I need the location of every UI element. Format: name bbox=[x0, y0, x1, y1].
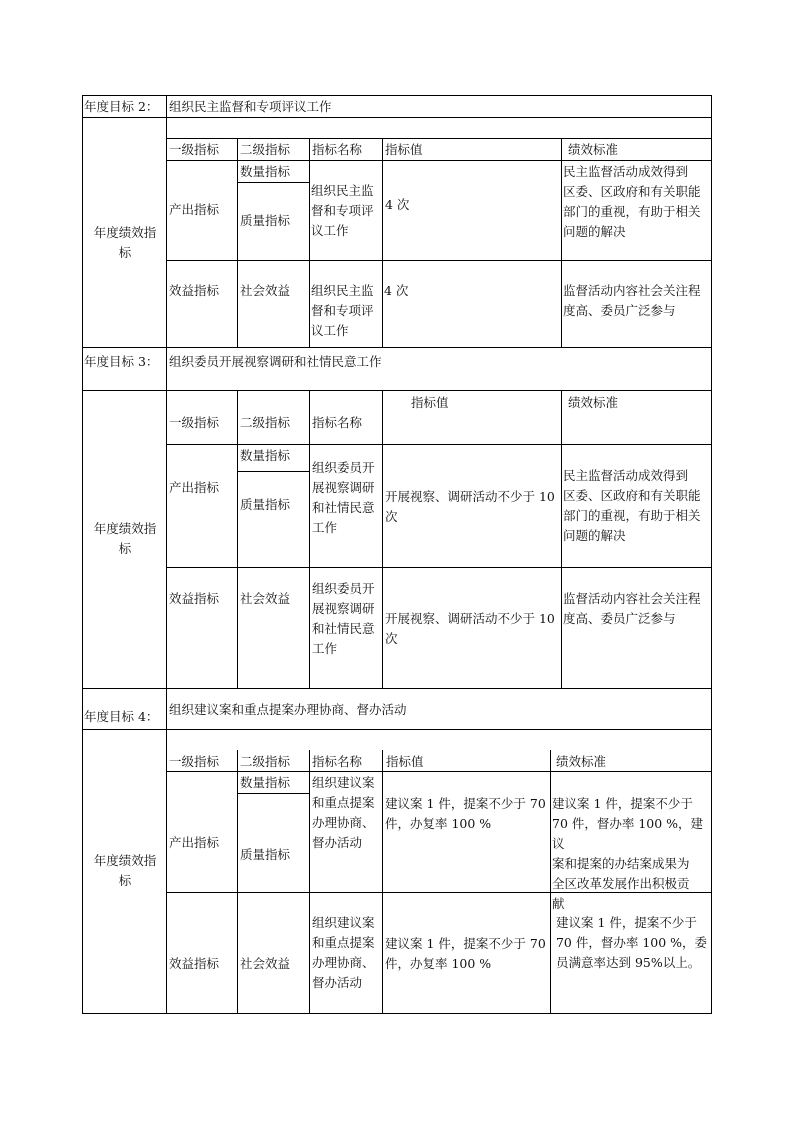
goal3-output-standard: 民主监督活动成效得到 区委、区政府和有关职能 部门的重视，有助于相关 问题的解决 bbox=[563, 468, 701, 543]
annual-indicator-label: 年度绩效指 标 bbox=[93, 521, 157, 556]
grid-line bbox=[82, 688, 712, 689]
header-value: 指标值 bbox=[385, 142, 423, 157]
social-benefit-label: 社会效益 bbox=[240, 283, 291, 298]
grid-line bbox=[309, 390, 310, 688]
goal3-output-name: 组织委员开 展视察调研 和社情民意 工作 bbox=[312, 460, 375, 535]
grid-line bbox=[237, 390, 238, 688]
header-standard: 绩效标准 bbox=[568, 142, 619, 157]
grid-line bbox=[166, 260, 712, 261]
grid-line bbox=[166, 160, 712, 161]
grid-line bbox=[561, 138, 562, 347]
goal3-label: 年度目标 3： bbox=[84, 354, 159, 369]
goal4-label: 年度目标 4： bbox=[84, 709, 159, 724]
goal4-benefit-standard: 建议案 1 件，提案不少于 70 件，督办率 100 %，委 员满意率达到 95%以上。 bbox=[555, 915, 708, 970]
grid-line bbox=[166, 138, 712, 139]
quality-indicator-label: 质量指标 bbox=[240, 497, 291, 512]
table-border-left bbox=[82, 95, 83, 1014]
goal2-benefit-name: 组织民主监 督和专项评 议工作 bbox=[311, 283, 374, 338]
header-value: 指标值 bbox=[386, 754, 424, 769]
goal2-output-standard: 民主监督活动成效得到 区委、区政府和有关职能 部门的重视，有助于相关 问题的解决 bbox=[563, 164, 701, 239]
quantity-indicator-label: 数量指标 bbox=[240, 448, 291, 463]
quantity-indicator-label: 数量指标 bbox=[240, 164, 291, 179]
header-level1: 一级指标 bbox=[169, 415, 220, 430]
goal4-output-standard: 建议案 1 件，提案不少于 70 件，督办率 100 %，建议 案和提案的办结案成果为 全区改革发展作出积极贡 献 bbox=[552, 796, 704, 911]
grid-line bbox=[237, 750, 238, 1013]
header-level1: 一级指标 bbox=[169, 142, 220, 157]
output-indicator-label: 产出指标 bbox=[169, 834, 220, 850]
header-level2: 二级指标 bbox=[240, 142, 291, 157]
annual-indicator-label: 年度绩效指 标 bbox=[93, 853, 157, 888]
goal2-output-value: 4 次 bbox=[385, 197, 410, 212]
header-standard: 绩效标准 bbox=[556, 754, 607, 769]
grid-line bbox=[237, 793, 309, 794]
goal3-benefit-value: 开展视察、调研活动不少于 10 次 bbox=[385, 611, 555, 646]
grid-line bbox=[82, 390, 712, 391]
grid-line bbox=[166, 688, 167, 1013]
grid-line bbox=[166, 444, 712, 445]
grid-line bbox=[166, 567, 712, 568]
grid-line bbox=[237, 138, 238, 347]
header-name: 指标名称 bbox=[312, 142, 363, 157]
header-level1: 一级指标 bbox=[169, 754, 220, 769]
goal4-benefit-value: 建议案 1 件，提案不少于 70 件，办复率 100 % bbox=[385, 936, 546, 971]
grid-line bbox=[166, 95, 167, 347]
grid-line bbox=[382, 390, 383, 688]
grid-line bbox=[382, 138, 383, 347]
goal2-output-name: 组织民主监 督和专项评 议工作 bbox=[311, 183, 374, 238]
quantity-indicator-label: 数量指标 bbox=[240, 775, 291, 790]
goal2-label: 年度目标 2： bbox=[84, 99, 159, 114]
header-name: 指标名称 bbox=[312, 415, 363, 430]
table-border-bottom bbox=[82, 1013, 712, 1014]
quality-indicator-label: 质量指标 bbox=[240, 213, 291, 228]
goal2-benefit-standard: 监督活动内容社会关注程 度高、委员广泛参与 bbox=[563, 283, 701, 318]
header-level2: 二级指标 bbox=[240, 754, 291, 769]
social-benefit-label: 社会效益 bbox=[240, 956, 291, 971]
header-value: 指标值 bbox=[411, 395, 449, 410]
benefit-indicator-label: 效益指标 bbox=[169, 591, 220, 606]
grid-line bbox=[309, 138, 310, 347]
grid-line bbox=[82, 117, 712, 118]
grid-line bbox=[166, 347, 167, 688]
output-indicator-label: 产出指标 bbox=[169, 480, 220, 495]
annual-indicator-label: 年度绩效指 标 bbox=[93, 224, 157, 260]
social-benefit-label: 社会效益 bbox=[240, 591, 291, 606]
quality-indicator-label: 质量指标 bbox=[240, 847, 291, 862]
grid-line bbox=[382, 750, 383, 1013]
goal2-title: 组织民主监督和专项评议工作 bbox=[169, 99, 332, 114]
goal3-output-value: 开展视察、调研活动不少于 10 次 bbox=[385, 489, 555, 524]
goal3-benefit-standard: 监督活动内容社会关注程 度高、委员广泛参与 bbox=[563, 591, 701, 626]
goal4-output-value: 建议案 1 件，提案不少于 70 件，办复率 100 % bbox=[385, 796, 546, 831]
grid-line bbox=[82, 347, 712, 348]
goal2-benefit-value: 4 次 bbox=[384, 283, 409, 298]
goal4-benefit-name: 组织建议案 和重点提案 办理协商、 督办活动 bbox=[312, 915, 375, 990]
output-indicator-label: 产出指标 bbox=[169, 202, 220, 217]
goal3-title: 组织委员开展视察调研和社情民意工作 bbox=[169, 354, 382, 369]
grid-line bbox=[82, 729, 712, 730]
header-standard: 绩效标准 bbox=[568, 395, 619, 410]
goal4-output-name: 组织建议案 和重点提案 办理协商、 督办活动 bbox=[312, 775, 375, 850]
benefit-indicator-label: 效益指标 bbox=[169, 956, 220, 971]
grid-line bbox=[309, 750, 310, 1013]
benefit-indicator-label: 效益指标 bbox=[169, 283, 220, 298]
table-border-top bbox=[82, 95, 712, 96]
header-name: 指标名称 bbox=[312, 754, 363, 769]
goal4-title: 组织建议案和重点提案办理协商、督办活动 bbox=[169, 702, 407, 717]
goal3-benefit-name: 组织委员开 展视察调研 和社情民意 工作 bbox=[312, 581, 375, 656]
header-level2: 二级指标 bbox=[240, 415, 291, 430]
